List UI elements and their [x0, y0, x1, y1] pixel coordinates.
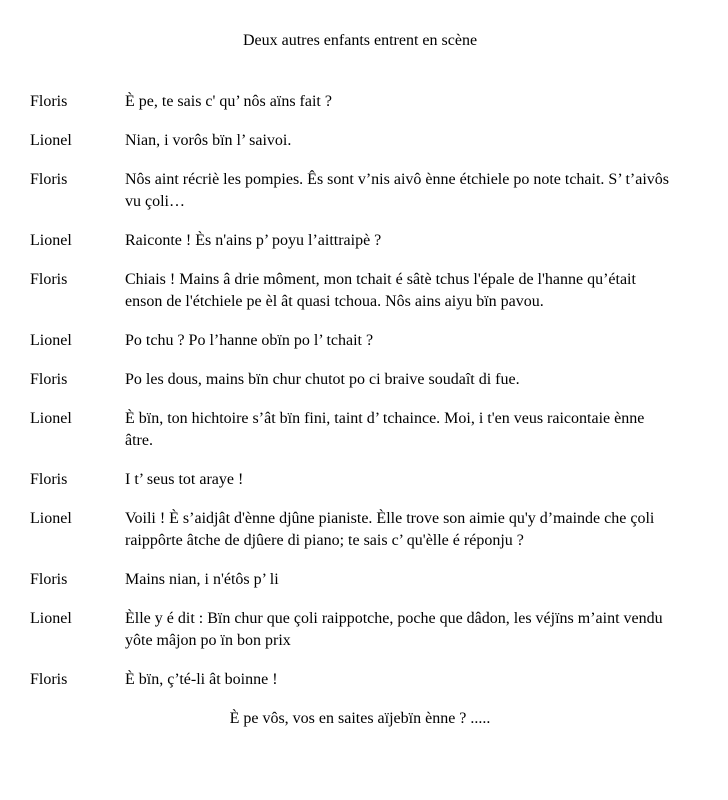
dialogue-text: Nôs aint récriè les pompies. Ês sont v’nis aivô ènne étchiele po note tchait. S’ t’aivôs vu çoli… [125, 171, 670, 210]
dialogue-text: È bïn, ton hichtoire s’ât bïn fini, taint d’ tchaince. Moi, i t'en veus raicontaie ènne âtre. [125, 410, 645, 449]
dialogue-text: È pe, te sais c' qu’ nôs aïns fait ? [125, 93, 332, 110]
dialogue-row [30, 508, 728, 552]
speaker-name: Floris [30, 471, 68, 488]
dialogue-row [30, 669, 728, 691]
dialogue-row [30, 330, 728, 352]
dialogue-text: Mains nian, i n'étôs p’ li [125, 571, 279, 588]
dialogue-row [30, 469, 728, 491]
speaker-name: Lionel [30, 510, 72, 527]
dialogue [0, 91, 728, 691]
speaker-name: Floris [30, 93, 68, 110]
dialogue-row [30, 408, 728, 452]
dialogue-row [30, 91, 728, 113]
speaker-name: Floris [30, 371, 68, 388]
speaker-name: Floris [30, 271, 68, 288]
speaker-name: Lionel [30, 332, 72, 349]
dialogue-text: Èlle y é dit : Bïn chur que çoli raippotche, poche que dâdon, les véjïns m’aint vendu yôte mâjon po ïn bon prix [125, 610, 663, 649]
dialogue-row [30, 130, 728, 152]
dialogue-text: Voili ! È s’aidjât d'ènne djûne pianiste. Èlle trove son aimie qu'y d’mainde che çoli raippôrte âtche de djûere di piano; te sais c’ qu'èlle é réponju ? [125, 510, 655, 549]
dialogue-text: Chiais ! Mains â drie môment, mon tchait é sâtè tchus l'épale de l'hanne qu’était enson de l'étchiele pe èl ât quasi tchoua. Nôs ains aiyu bïn pavou. [125, 271, 636, 310]
dialogue-row [30, 569, 728, 591]
dialogue-text: È bïn, ç’té-li ât boinne ! [125, 671, 278, 688]
speaker-name: Floris [30, 671, 68, 688]
dialogue-row [30, 169, 728, 213]
speaker-name: Floris [30, 571, 68, 588]
speaker-name: Floris [30, 171, 68, 188]
speaker-name: Lionel [30, 610, 72, 627]
dialogue-row [30, 608, 728, 652]
speaker-name: Lionel [30, 410, 72, 427]
dialogue-text: Po tchu ? Po l’hanne obïn po l’ tchait ? [125, 332, 374, 349]
dialogue-row [30, 269, 728, 313]
dialogue-text: I t’ seus tot araye ! [125, 471, 244, 488]
speaker-name: Lionel [30, 232, 72, 249]
dialogue-row [30, 369, 728, 391]
dialogue-text: Nian, i vorôs bïn l’ saivoi. [125, 132, 292, 149]
scene-title: Deux autres enfants entrent en scène [242, 32, 478, 49]
speaker-name: Lionel [30, 132, 72, 149]
dialogue-text: Po les dous, mains bïn chur chutot po ci braive soudaît di fue. [125, 371, 520, 388]
dialogue-text: Raiconte ! Ès n'ains p’ poyu l’aittraipè ? [125, 232, 382, 249]
closing-line: È pe vôs, vos en saites aïjebïn ènne ? ..... [229, 710, 491, 727]
dialogue-row [30, 230, 728, 252]
